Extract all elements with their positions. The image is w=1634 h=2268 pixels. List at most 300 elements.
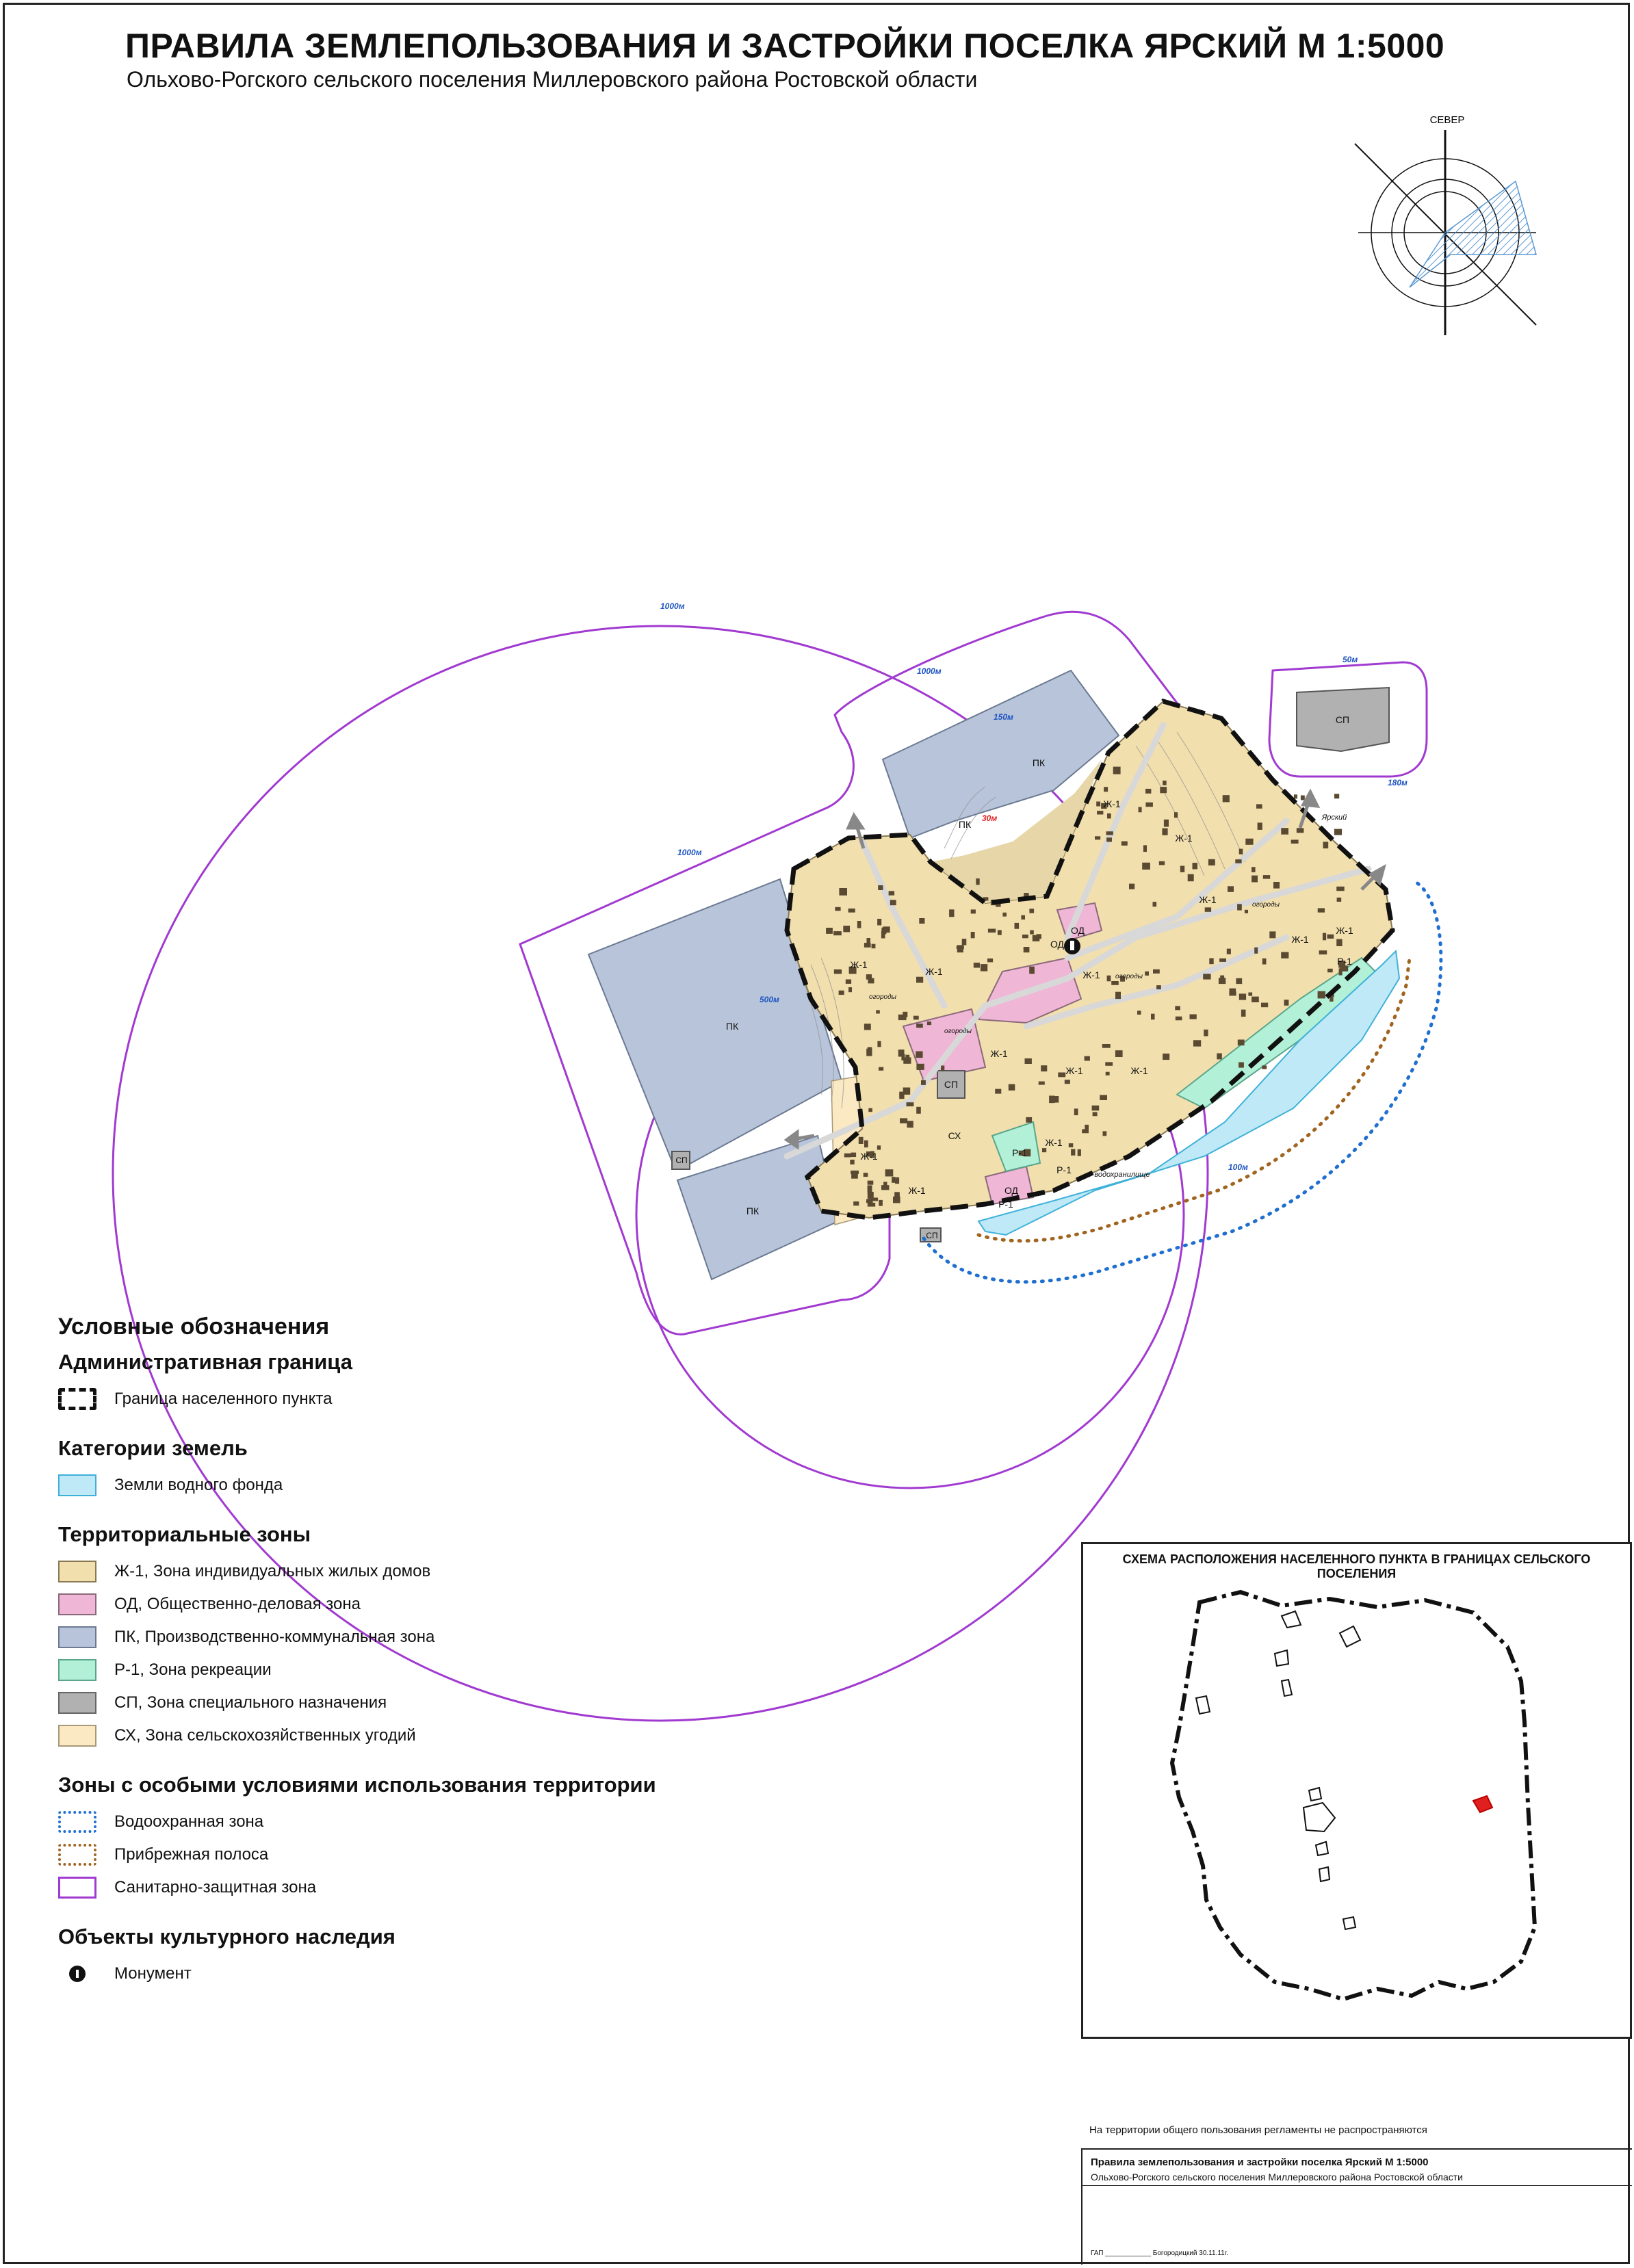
label-zh1-10: Ж-1: [860, 1151, 878, 1162]
label-reservoir: водохранилище: [1094, 1171, 1150, 1179]
building-footprint: [859, 1137, 864, 1144]
building-footprint: [1100, 1095, 1107, 1101]
building-footprint: [876, 1010, 880, 1013]
legend-section-heading: Категории земель: [58, 1436, 248, 1460]
legend-item-label: Прибрежная полоса: [114, 1845, 269, 1864]
legend-item: [58, 1383, 811, 1416]
label-sh: СХ: [948, 1130, 961, 1141]
building-footprint: [1281, 828, 1288, 835]
building-footprint: [971, 932, 975, 938]
building-footprint: [1085, 1056, 1090, 1061]
label-zh1-7: Ж-1: [990, 1048, 1008, 1059]
legend-swatch: [58, 1811, 96, 1833]
building-footprint: [1139, 807, 1142, 813]
building-footprint: [1102, 1044, 1111, 1048]
building-footprint: [895, 1177, 899, 1184]
building-footprint: [1151, 1014, 1155, 1020]
label-sp-cemetery: СП: [1335, 714, 1350, 725]
inset-location-scheme: [1081, 1542, 1632, 2039]
building-footprint: [1219, 978, 1226, 984]
building-footprint: [1204, 1030, 1208, 1037]
label-r1-1: Р-1: [1012, 1147, 1027, 1158]
building-footprint: [1180, 866, 1184, 872]
building-footprint: [877, 1145, 881, 1149]
legend-item-label: Водоохранная зона: [114, 1812, 264, 1831]
building-footprint: [900, 1118, 907, 1123]
building-footprint: [1065, 1080, 1070, 1084]
legend-item-label: ПК, Производственно-коммунальная зона: [114, 1628, 435, 1646]
label-sp-center: СП: [944, 1079, 959, 1090]
dist-50: 50м: [1343, 655, 1358, 664]
building-footprint: [1162, 829, 1167, 835]
building-footprint: [851, 1153, 857, 1158]
building-footprint: [1026, 1117, 1032, 1123]
building-footprint: [1025, 1058, 1032, 1064]
building-footprint: [1273, 882, 1280, 889]
inset-map: [1083, 1544, 1634, 2041]
legend-item-label: Р-1, Зона рекреации: [114, 1660, 272, 1679]
label-od-2: ОД: [1070, 925, 1085, 936]
building-footprint: [1239, 993, 1246, 1000]
building-footprint: [1153, 902, 1157, 907]
building-footprint: [872, 944, 876, 949]
building-footprint: [1097, 811, 1103, 814]
dist-1000-right: 1000м: [917, 666, 942, 676]
building-footprint: [971, 909, 976, 913]
building-footprint: [1107, 813, 1111, 819]
building-footprint: [1262, 1065, 1267, 1069]
dist-1000-top: 1000м: [660, 601, 685, 611]
building-footprint: [1301, 796, 1305, 800]
building-footprint: [1164, 820, 1169, 827]
building-footprint: [1115, 1050, 1123, 1057]
building-footprint: [826, 928, 833, 934]
legend-swatch: [58, 1659, 96, 1681]
building-footprint: [1203, 974, 1210, 979]
building-footprint: [916, 1024, 923, 1028]
building-footprint: [1106, 837, 1112, 842]
building-footprint: [995, 1089, 1001, 1094]
label-settlement: Ярский: [1321, 813, 1347, 822]
building-footprint: [1239, 1063, 1244, 1068]
building-footprint: [866, 1199, 873, 1203]
label-zh1-14: Ж-1: [1336, 925, 1353, 936]
building-footprint: [851, 1171, 859, 1174]
building-footprint: [916, 1052, 922, 1058]
building-footprint: [1104, 787, 1108, 792]
legend-item-label: Ж-1, Зона индивидуальных жилых домов: [114, 1562, 431, 1580]
building-footprint: [1071, 1149, 1075, 1156]
legend-swatch: [58, 1561, 96, 1582]
building-footprint: [1239, 849, 1243, 855]
legend-item: [58, 1957, 811, 1990]
monument-marker: [1064, 938, 1080, 954]
building-footprint: [1193, 863, 1198, 869]
building-footprint: [921, 1080, 926, 1085]
legend-section-heading: Территориальные зоны: [58, 1522, 311, 1546]
building-footprint: [1163, 1054, 1169, 1060]
building-footprint: [1294, 794, 1297, 798]
legend-item: [58, 1469, 811, 1502]
building-footprint: [879, 1200, 883, 1206]
building-footprint: [1143, 845, 1147, 852]
legend-swatch: [58, 1844, 96, 1866]
building-footprint: [1318, 908, 1325, 912]
legend-title: Условные обозначения: [58, 1314, 330, 1340]
building-footprint: [1297, 828, 1304, 833]
building-footprint: [1105, 1062, 1113, 1065]
building-footprint: [844, 1153, 851, 1158]
building-footprint: [868, 1192, 874, 1199]
building-footprint: [889, 891, 895, 895]
building-footprint: [1002, 913, 1007, 917]
building-footprint: [1037, 934, 1041, 939]
building-footprint: [1263, 875, 1270, 879]
building-footprint: [988, 929, 996, 933]
legend-item: [58, 1806, 811, 1838]
label-zh1-2: Ж-1: [925, 966, 943, 977]
dist-150: 150м: [994, 712, 1013, 722]
building-footprint: [1029, 909, 1034, 913]
building-footprint: [1049, 1096, 1054, 1104]
building-footprint: [1245, 910, 1248, 913]
label-r1-4: Р-1: [1337, 956, 1352, 967]
building-footprint: [941, 1066, 944, 1071]
building-footprint: [864, 1173, 868, 1177]
building-footprint: [1092, 1106, 1100, 1111]
building-footprint: [1015, 923, 1020, 929]
label-zh1-1: Ж-1: [850, 959, 868, 970]
building-footprint: [1248, 993, 1252, 996]
building-footprint: [893, 1197, 900, 1203]
label-ogorod-3: огороды: [1252, 901, 1280, 909]
legend-swatch: [58, 1626, 96, 1648]
building-footprint: [868, 1181, 874, 1185]
building-footprint: [1175, 1006, 1180, 1011]
legend-item: [58, 1838, 811, 1871]
building-footprint: [1252, 876, 1258, 883]
building-footprint: [1121, 842, 1128, 846]
label-zh1-11: Ж-1: [908, 1185, 926, 1196]
building-footprint: [857, 921, 861, 928]
building-footprint: [1334, 794, 1339, 798]
building-footprint: [1069, 1143, 1074, 1147]
building-footprint: [1041, 1065, 1047, 1071]
building-footprint: [1058, 1073, 1065, 1078]
legend-item-label: СП, Зона специального назначения: [114, 1693, 387, 1712]
building-footprint: [1323, 842, 1329, 848]
building-footprint: [864, 1024, 871, 1030]
monument-icon: [69, 1966, 86, 1982]
label-ogorod-2: огороды: [1115, 973, 1143, 980]
building-footprint: [903, 1088, 911, 1095]
label-ogorod-1: огороды: [869, 993, 896, 1001]
building-footprint: [848, 909, 855, 913]
building-footprint: [1160, 787, 1167, 793]
building-footprint: [868, 978, 874, 984]
legend-swatch: [58, 1474, 96, 1496]
building-footprint: [1217, 1054, 1222, 1060]
building-footprint: [1262, 959, 1267, 965]
building-footprint: [1327, 969, 1333, 973]
building-footprint: [927, 1021, 931, 1025]
building-footprint: [976, 878, 979, 885]
label-zh1-4: Ж-1: [1103, 798, 1121, 809]
label-zh1-9: Ж-1: [1045, 1137, 1063, 1148]
building-footprint: [1159, 861, 1165, 865]
legend-item: [58, 1686, 811, 1719]
building-footprint: [853, 1201, 859, 1205]
building-footprint: [1042, 1148, 1046, 1152]
label-pk-north2: ПК: [958, 819, 972, 830]
building-footprint: [1106, 1072, 1110, 1076]
building-footprint: [1115, 992, 1121, 999]
building-footprint: [949, 909, 954, 917]
label-zh1-5: Ж-1: [1175, 833, 1193, 844]
label-od-3: ОД: [1004, 1185, 1019, 1196]
building-footprint: [868, 1186, 872, 1193]
building-footprint: [1145, 789, 1151, 794]
general-note: На территории общего пользования регламенты не распространяются: [1089, 2124, 1427, 2136]
label-zh1-8: Ж-1: [1065, 1065, 1083, 1076]
building-footprint: [1096, 802, 1100, 807]
label-zh1-12: Ж-1: [1130, 1065, 1148, 1076]
label-pk-west: ПК: [725, 1021, 739, 1032]
legend-section-heading: Административная граница: [58, 1350, 352, 1374]
building-footprint: [1281, 952, 1288, 959]
building-footprint: [866, 1049, 872, 1056]
dist-100: 100м: [1228, 1162, 1248, 1172]
dist-30: 30м: [982, 813, 998, 823]
dist-1000-left: 1000м: [677, 848, 702, 857]
building-footprint: [907, 1121, 913, 1128]
building-footprint: [916, 977, 923, 983]
building-footprint: [919, 918, 924, 924]
building-footprint: [916, 1064, 924, 1070]
building-footprint: [1258, 822, 1262, 830]
legend-item: [58, 1654, 811, 1686]
building-footprint: [868, 1203, 875, 1207]
building-footprint: [1188, 874, 1194, 882]
compass-north-label: СЕВЕР: [1429, 114, 1465, 126]
building-footprint: [898, 1050, 905, 1056]
building-footprint: [1238, 1040, 1245, 1046]
building-footprint: [839, 888, 847, 896]
building-footprint: [1137, 1011, 1141, 1015]
label-pk-southwest: ПК: [746, 1205, 760, 1216]
building-footprint: [839, 991, 844, 995]
building-footprint: [885, 1169, 894, 1176]
building-footprint: [981, 964, 987, 972]
building-footprint: [1252, 997, 1259, 1002]
building-footprint: [907, 1102, 914, 1106]
building-footprint: [1237, 904, 1242, 910]
building-footprint: [1237, 980, 1241, 983]
label-zh1-3: Ж-1: [1082, 969, 1100, 980]
building-footprint: [1319, 950, 1327, 954]
building-footprint: [1291, 839, 1299, 844]
legend-item: [58, 1555, 811, 1588]
legend-item-label: ОД, Общественно-деловая зона: [114, 1595, 361, 1613]
label-od-1: ОД: [1050, 939, 1065, 950]
label-sp-south: СП: [926, 1231, 938, 1240]
building-footprint: [881, 1185, 889, 1190]
building-footprint: [1074, 1108, 1078, 1115]
building-footprint: [1229, 991, 1236, 995]
building-footprint: [1029, 967, 1035, 974]
legend-item-label: Монумент: [114, 1964, 192, 1983]
building-footprint: [1142, 863, 1150, 870]
legend-item: [58, 1588, 811, 1621]
title-block-subtitle: Ольхово-Рогского сельского поселения Миллеровского района Ростовской области: [1091, 2172, 1463, 2182]
label-zh1-13: Ж-1: [1291, 934, 1309, 945]
dist-500: 500м: [760, 995, 779, 1004]
building-footprint: [1145, 972, 1149, 976]
inset-current-settlement: [1473, 1796, 1492, 1812]
inset-title: СХЕМА РАСПОЛОЖЕНИЯ НАСЕЛЕННОГО ПУНКТА В ГРАНИЦАХ СЕЛЬСКОГО ПОСЕЛЕНИЯ: [1122, 1552, 1591, 1580]
building-footprint: [850, 1160, 854, 1164]
building-footprint: [913, 1016, 919, 1020]
building-footprint: [868, 1108, 872, 1112]
building-footprint: [877, 1041, 881, 1047]
building-footprint: [998, 930, 1002, 935]
building-footprint: [1193, 1040, 1201, 1046]
building-footprint: [833, 931, 842, 935]
building-footprint: [848, 987, 852, 992]
label-sp-west: СП: [675, 1156, 688, 1165]
dist-180: 180м: [1388, 778, 1408, 787]
building-footprint: [835, 907, 840, 911]
building-footprint: [1129, 884, 1134, 889]
building-footprint: [1095, 836, 1100, 839]
building-footprint: [1093, 1112, 1098, 1116]
inset-settlements: [1196, 1611, 1360, 1929]
building-footprint: [1024, 947, 1030, 952]
building-footprint: [1009, 1084, 1015, 1091]
legend-item: [58, 1871, 811, 1904]
building-footprint: [1163, 781, 1167, 785]
inset-settlement-boundary: [1172, 1592, 1535, 1999]
building-footprint: [881, 931, 885, 939]
legend-swatch: [58, 1877, 96, 1899]
legend: [58, 1314, 811, 1990]
title-block: [1081, 2148, 1632, 2265]
building-footprint: [1107, 976, 1111, 982]
building-footprint: [1205, 907, 1211, 912]
building-footprint: [1256, 804, 1262, 808]
legend-swatch: [58, 1388, 96, 1410]
title-block-title: Правила землепользования и застройки поселка Ярский М 1:5000: [1091, 2156, 1429, 2168]
legend-section-heading: Объекты культурного наследия: [58, 1925, 395, 1948]
building-footprint: [1254, 948, 1258, 954]
building-footprint: [957, 945, 963, 952]
legend-item: [58, 1719, 811, 1752]
building-footprint: [987, 959, 993, 963]
building-footprint: [1190, 1015, 1197, 1019]
building-footprint: [916, 1107, 921, 1114]
building-footprint: [834, 969, 842, 974]
building-footprint: [890, 900, 896, 905]
building-footprint: [1284, 1000, 1289, 1006]
building-footprint: [1113, 767, 1121, 774]
building-footprint: [1082, 1130, 1089, 1134]
title-block-footer: ГАП ____________ Богородицкий 30.11.11г.: [1091, 2250, 1228, 2257]
building-footprint: [1156, 985, 1161, 989]
page-title: ПРАВИЛА ЗЕМЛЕПОЛЬЗОВАНИЯ И ЗАСТРОЙКИ ПОСЕЛКА ЯРСКИЙ М 1:5000: [125, 27, 1445, 65]
building-footprint: [1022, 935, 1028, 938]
building-footprint: [1176, 1017, 1182, 1021]
building-footprint: [843, 926, 850, 932]
building-footprint: [1336, 887, 1345, 891]
building-footprint: [1111, 981, 1119, 985]
building-footprint: [1327, 935, 1334, 939]
building-footprint: [846, 980, 851, 984]
building-footprint: [1153, 969, 1160, 974]
building-footprint: [898, 1015, 907, 1020]
building-footprint: [892, 1177, 895, 1183]
building-footprint: [1334, 829, 1342, 835]
building-footprint: [1245, 839, 1253, 845]
building-footprint: [1174, 812, 1178, 818]
legend-swatch: [58, 1963, 96, 1985]
building-footprint: [1339, 968, 1343, 975]
page-subtitle: Ольхово-Рогского сельского поселения Миллеровского района Ростовской области: [127, 67, 978, 92]
building-footprint: [1103, 1131, 1107, 1136]
legend-item: [58, 1621, 811, 1654]
building-footprint: [1337, 898, 1342, 902]
building-footprint: [864, 1140, 868, 1148]
building-footprint: [962, 939, 967, 945]
building-footprint: [1318, 991, 1325, 999]
building-footprint: [1261, 1003, 1268, 1008]
building-footprint: [1323, 933, 1326, 941]
building-footprint: [1235, 859, 1241, 863]
building-footprint: [864, 943, 871, 948]
building-footprint: [878, 885, 883, 890]
building-footprint: [1030, 930, 1034, 935]
building-footprint: [1241, 1010, 1246, 1017]
legend-swatch: [58, 1692, 96, 1714]
legend-swatch: [58, 1725, 96, 1747]
building-footprint: [903, 1058, 911, 1064]
building-footprint: [877, 919, 881, 926]
legend-section-heading: Зоны с особыми условиями использования территории: [58, 1773, 656, 1797]
legend-item-label: Земли водного фонда: [114, 1476, 283, 1494]
label-pk-north: ПК: [1032, 757, 1046, 768]
legend-body: [58, 1350, 811, 1990]
building-footprint: [1039, 1082, 1045, 1085]
label-r1-2: Р-1: [1056, 1164, 1072, 1175]
building-footprint: [1227, 949, 1231, 954]
legend-item-label: Санитарно-защитная зона: [114, 1878, 317, 1896]
building-footprint: [1145, 803, 1153, 807]
legend-item-label: СХ, Зона сельскохозяйственных угодий: [114, 1726, 416, 1745]
legend-swatch: [58, 1593, 96, 1615]
building-footprint: [1209, 959, 1213, 965]
building-footprint: [974, 963, 980, 967]
label-ogorod-4: огороды: [944, 1028, 972, 1035]
building-footprint: [1336, 939, 1342, 946]
building-footprint: [1252, 867, 1256, 872]
building-footprint: [1208, 859, 1215, 865]
building-footprint: [1269, 931, 1275, 938]
building-footprint: [1228, 886, 1234, 892]
label-r1-3: Р-1: [998, 1199, 1013, 1210]
building-footprint: [879, 1067, 883, 1071]
label-zh1-6: Ж-1: [1199, 894, 1217, 905]
building-footprint: [1078, 1149, 1081, 1156]
building-footprint: [1223, 795, 1230, 802]
